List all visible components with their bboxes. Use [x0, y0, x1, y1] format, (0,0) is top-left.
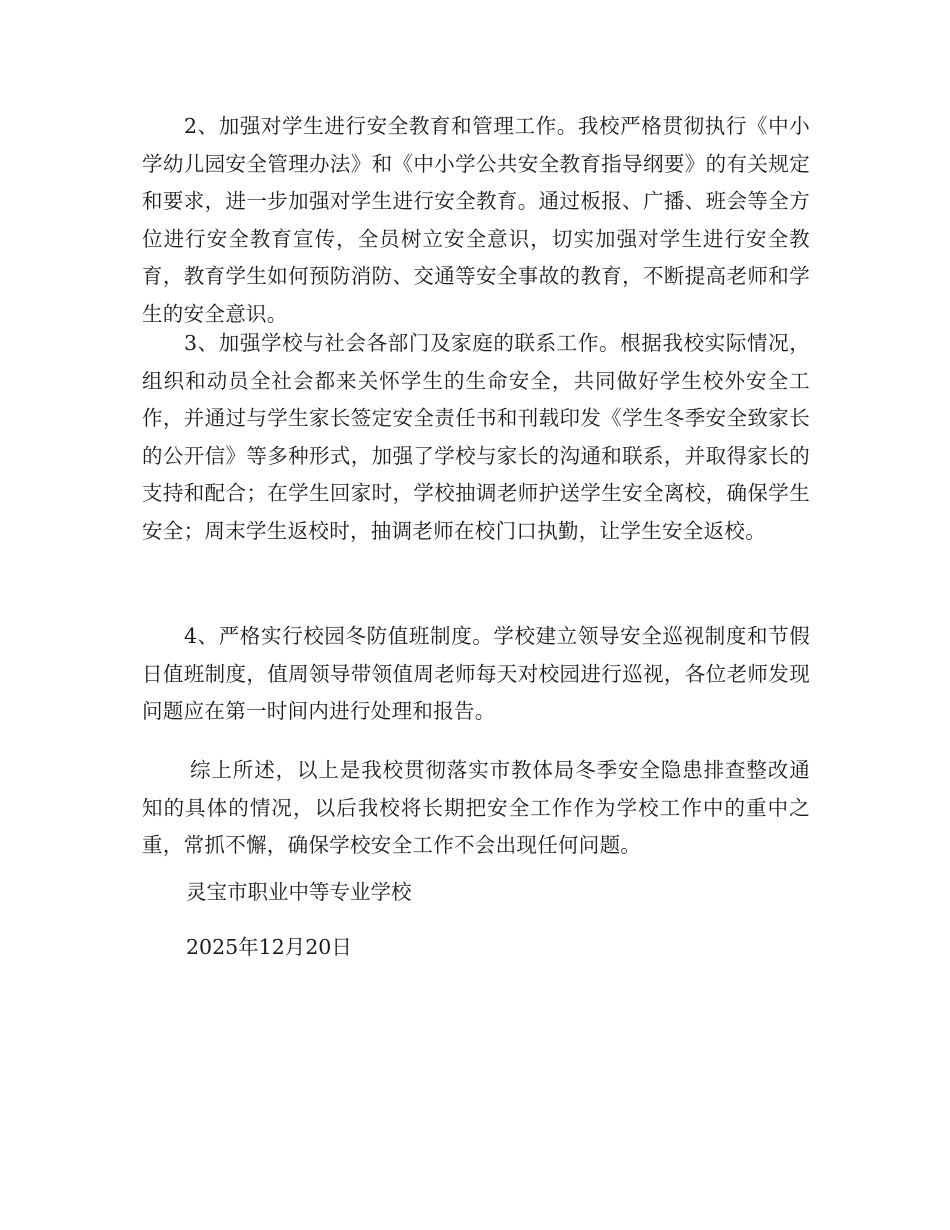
paragraph-safety-education: 2、加强对学生进行安全教育和管理工作。我校严格贯彻执行《中小学幼儿园安全管理办法》和《中小学公共安全教育指导纲要》的有关规定和要求，进一步加强对学生进行安全教育。通过板报、广播、班会等全方位进行安全教育宣传，全员树立安全意识，切实加强对学生进行安全教育，教育学生如何预防消防、交通等安全事故的教育，不断提高老师和学生的安全意识。: [142, 114, 810, 326]
signature-organization: 灵宝市职业中等专业学校: [186, 880, 412, 904]
paragraph-summary: 综上所述，以上是我校贯彻落实市教体局冬季安全隐患排查整改通知的具体的情况，以后我校将长期把安全工作作为学校工作中的重中之重，常抓不懈，确保学校安全工作不会出现任何问题。: [142, 758, 810, 857]
signature-date: 2025年12月20日: [186, 935, 352, 959]
paragraph-winter-duty: 4、严格实行校园冬防值班制度。学校建立领导安全巡视制度和节假日值班制度，值周领导带领值周老师每天对校园进行巡视，各位老师发现问题应在第一时间内进行处理和报告。: [142, 624, 810, 723]
paragraph-school-family-liaison: 3、加强学校与社会各部门及家庭的联系工作。根据我校实际情况，组织和动员全社会都来关怀学生的生命安全，共同做好学生校外安全工作，并通过与学生家长签定安全责任书和刊载印发《学生冬季安全致家长的公开信》等多种形式，加强了学校与家长的沟通和联系，并取得家长的支持和配合；在学生回家时，学校抽调老师护送学生安全离校，确保学生安全；周末学生返校时，抽调老师在校门口执勤，让学生安全返校。: [142, 331, 810, 543]
